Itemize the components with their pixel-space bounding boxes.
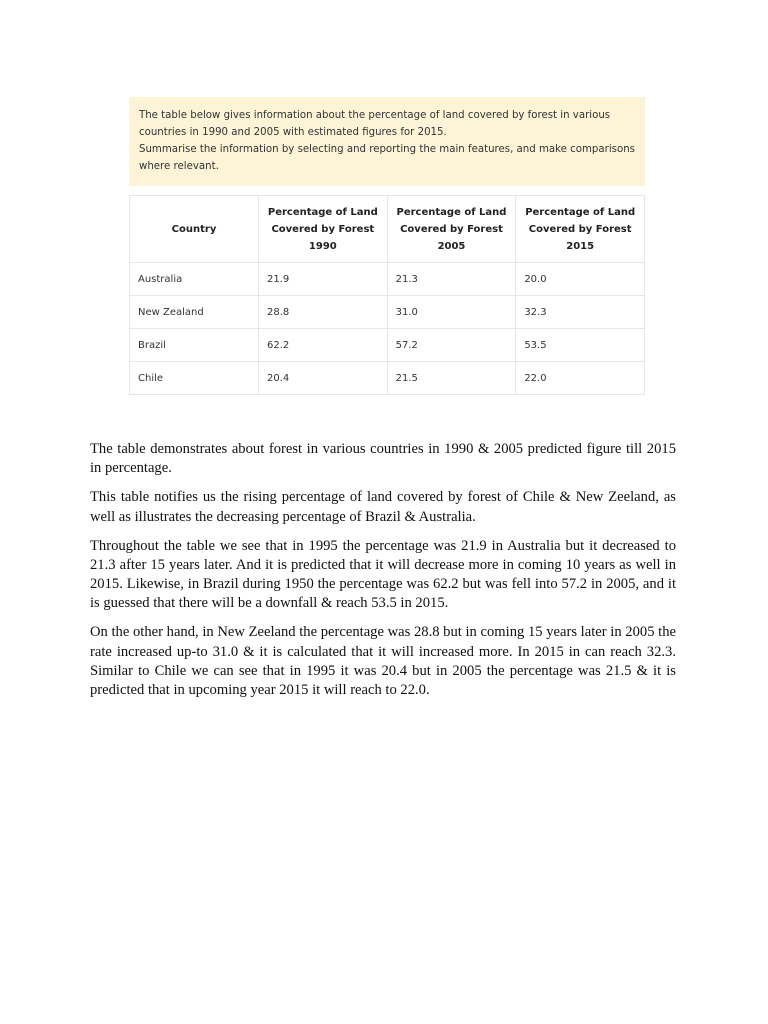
essay-paragraph-3: Throughout the table we see that in 1995 the percentage was 21.9 in Australia but it decreased to 21.3 after 15 years later. And it is predicted that it will decrease more in coming 10 years as well in 2015. Likewise, in Brazil during 1950 the percentage was 62.2 but was fell into 57.2 in 2005, and it is guessed that there will be a downfall & reach 53.5 in 2015. [90, 537, 676, 612]
task-prompt-line-1: The table below gives information about the percentage of land covered by forest in various countries in 1990 and 2005 with estimated figures for 2015. [139, 110, 611, 138]
header-2005-line-2: Covered by Forest [400, 223, 503, 235]
cell-1990: 20.4 [259, 362, 388, 395]
cell-1990: 28.8 [259, 296, 388, 329]
cell-country: New Zealand [130, 296, 259, 329]
header-1990-line-1: Percentage of Land [267, 206, 378, 218]
cell-country: Brazil [130, 329, 259, 362]
header-1990 [259, 196, 388, 263]
table-row [130, 263, 645, 296]
cell-2015: 22.0 [516, 362, 645, 395]
cell-2005: 31.0 [387, 296, 516, 329]
table-row [130, 296, 645, 329]
cell-country: Australia [130, 263, 259, 296]
header-2005 [387, 196, 516, 263]
cell-2015: 32.3 [516, 296, 645, 329]
header-country: Country [130, 196, 259, 263]
forest-table [129, 195, 645, 395]
essay-body [90, 440, 676, 710]
table-row [130, 329, 645, 362]
header-2015-line-1: Percentage of Land [525, 206, 636, 218]
cell-1990: 21.9 [259, 263, 388, 296]
cell-2015: 20.0 [516, 263, 645, 296]
essay-paragraph-2: This table notifies us the rising percentage of land covered by forest of Chile & New Zeeland, as well as illustrates the decreasing percentage of Brazil & Australia. [90, 489, 676, 525]
essay-paragraph-4: On the other hand, in New Zeeland the percentage was 28.8 but in coming 15 years later in 2005 the rate increased up-to 31.0 & it is calculated that it will increased more. In 2015 in can reach 32.3. Similar to Chile we can see that in 1995 it was 20.4 but in 2005 the percentage was 21.5 & it is predicted that in upcoming year 2015 it will reach to 22.0. [90, 624, 676, 699]
cell-2005: 21.5 [387, 362, 516, 395]
cell-2005: 21.3 [387, 263, 516, 296]
header-2015-line-3: 2015 [566, 240, 595, 252]
header-2015-line-2: Covered by Forest [528, 223, 632, 235]
header-2015 [516, 196, 645, 263]
header-1990-line-3: 1990 [308, 240, 337, 252]
cell-country: Chile [130, 362, 259, 395]
cell-2015: 53.5 [516, 329, 645, 362]
header-2005-line-3: 2005 [437, 240, 466, 252]
header-1990-line-2: Covered by Forest [271, 223, 375, 235]
task-figure [129, 97, 645, 395]
cell-2005: 57.2 [387, 329, 516, 362]
cell-1990: 62.2 [259, 329, 388, 362]
essay-paragraph-1: The table demonstrates about forest in various countries in 1990 & 2005 predicted figure till 2015 in percentage. [90, 441, 676, 477]
table-header-row [130, 196, 645, 263]
header-2005-line-1: Percentage of Land [396, 206, 507, 218]
table-row [130, 362, 645, 395]
task-prompt-line-2: Summarise the information by selecting and reporting the main features, and make comparisons where relevant. [139, 144, 635, 172]
task-prompt-box [129, 97, 645, 186]
